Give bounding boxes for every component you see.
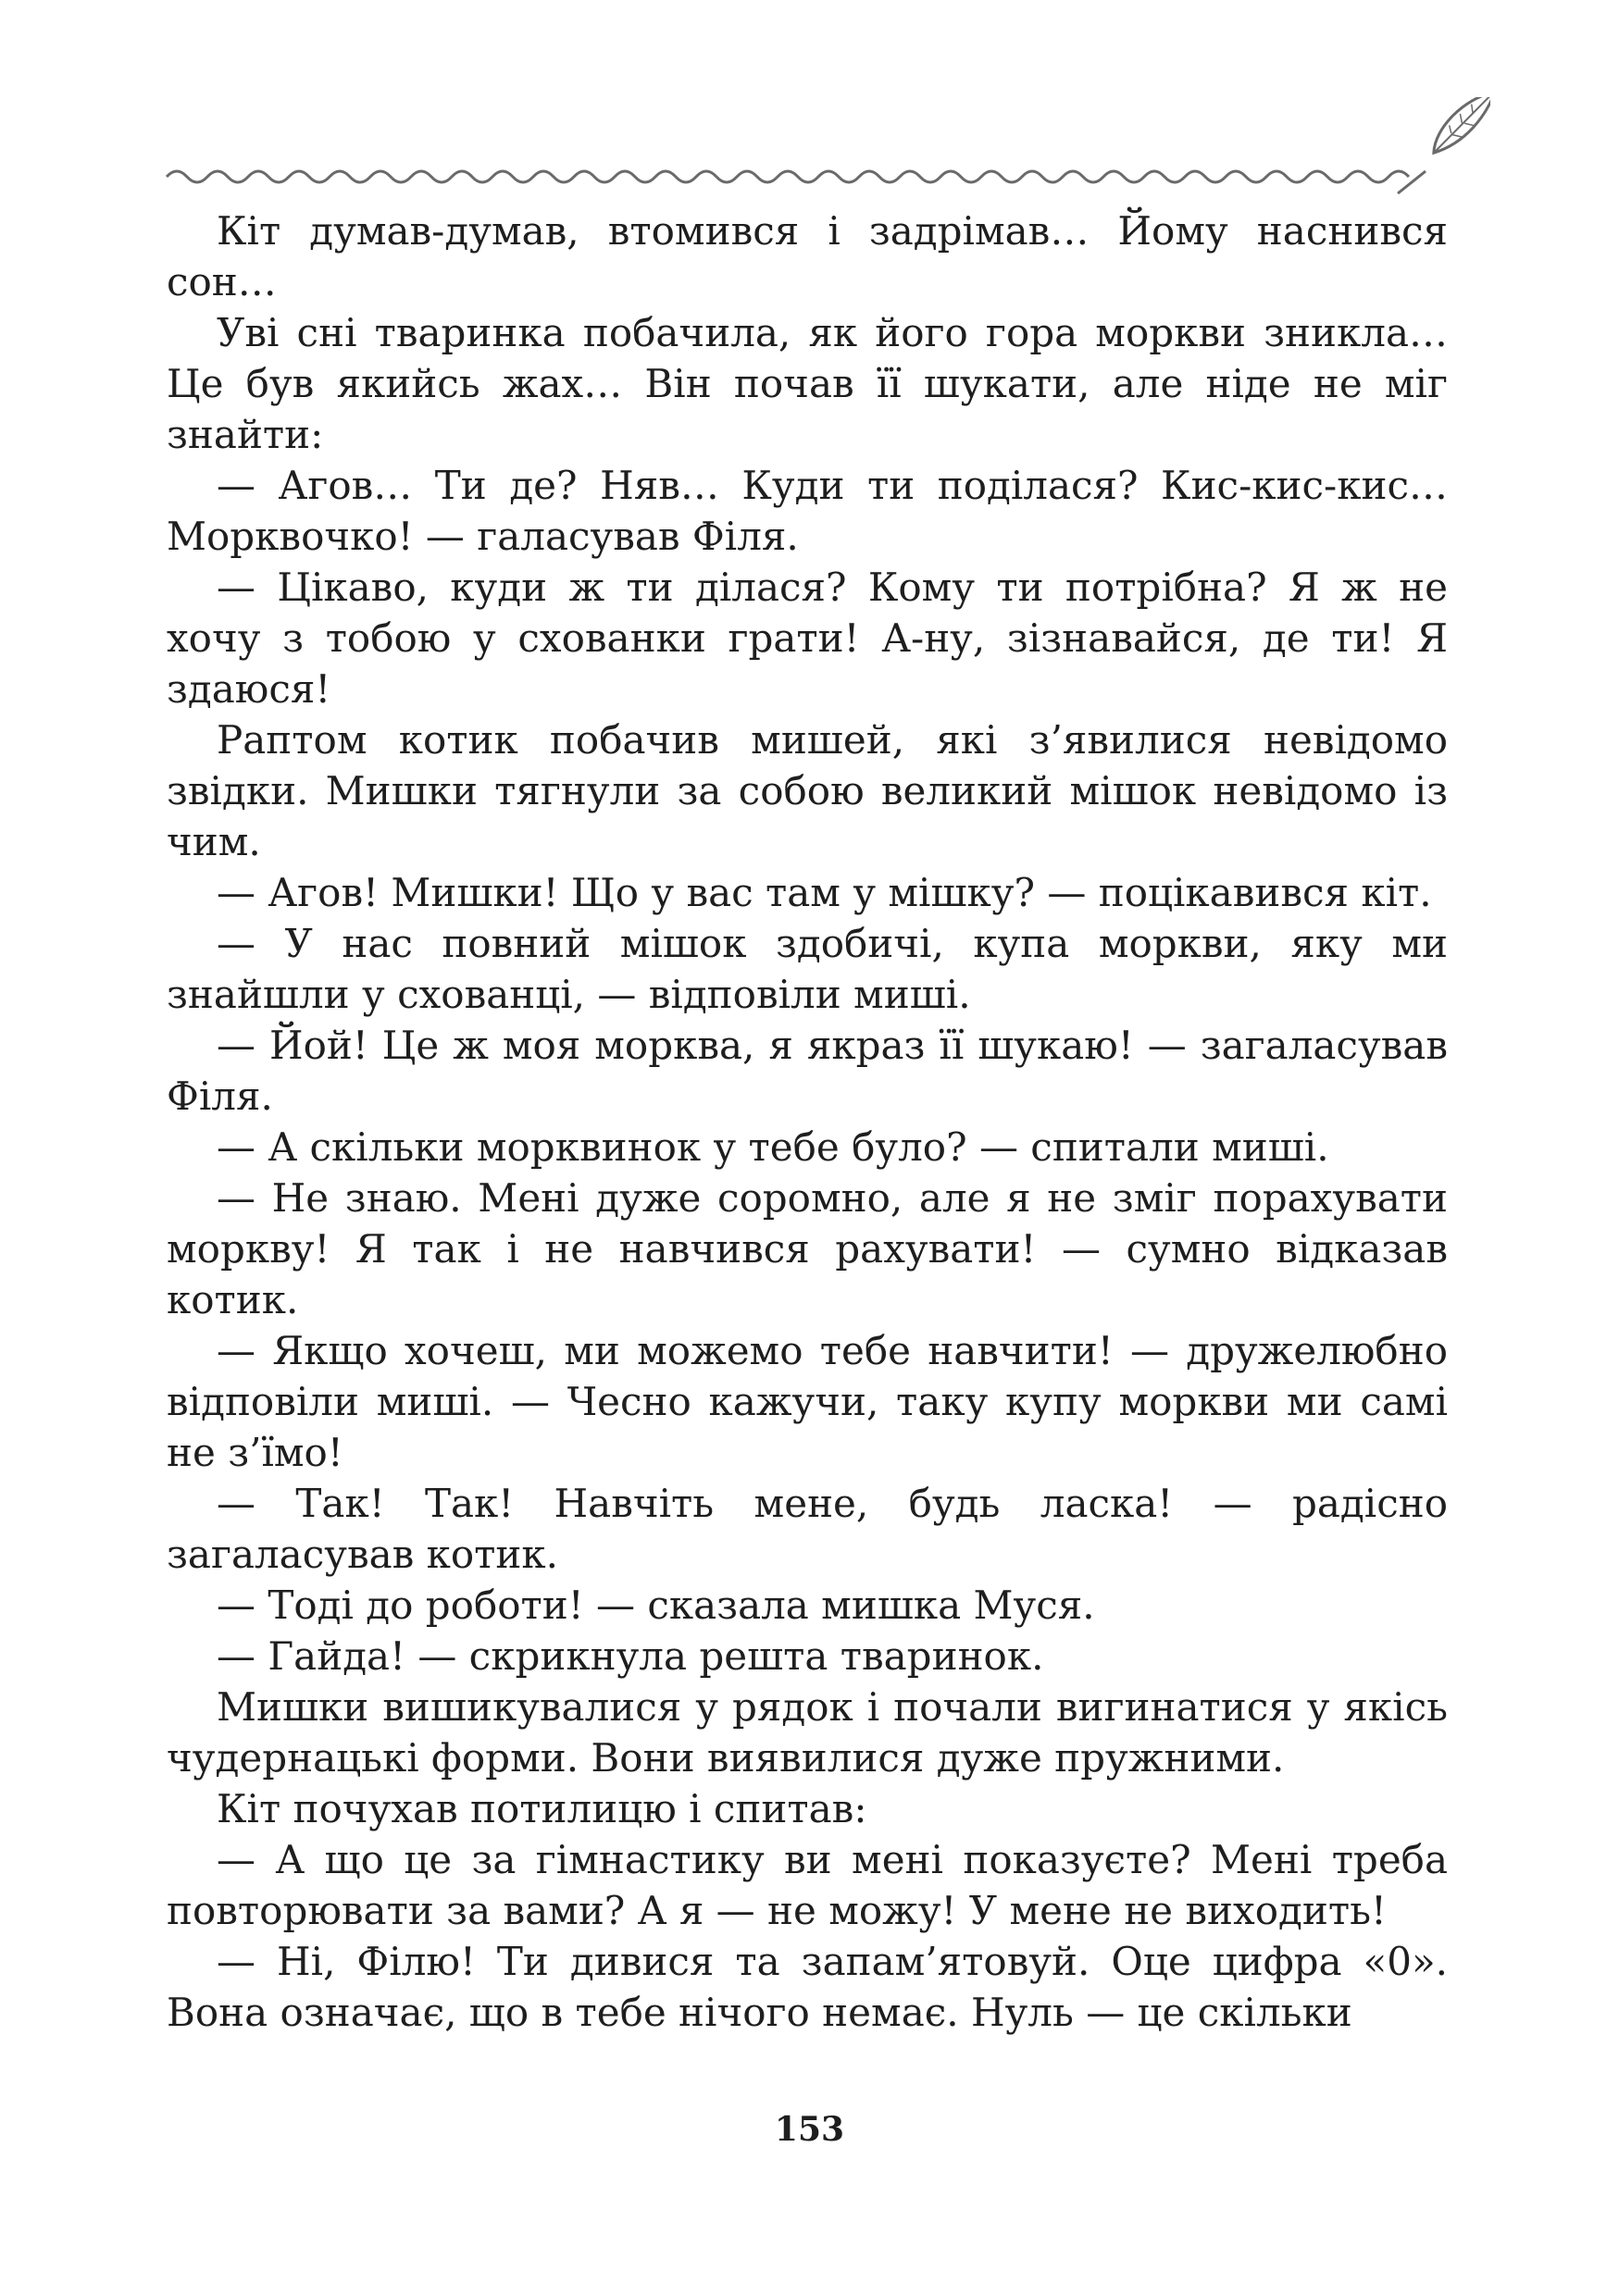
paragraph: — Так! Так! Навчіть мене, будь ласка! — радісно загаласував котик. xyxy=(167,1481,1448,1577)
paragraph: — А скільки морквинок у тебе було? — спитали миші. xyxy=(217,1124,1329,1170)
paragraph: — Тоді до роботи! — сказала мишка Муся. xyxy=(217,1582,1095,1628)
paragraph: — У нас повний мішок здобичі, купа моркви, яку ми знайшли у схованці, — відповіли миші. xyxy=(167,921,1448,1017)
paragraph: Кіт почухав потилицю і спитав: xyxy=(217,1786,867,1831)
paragraph: — Якщо хочеш, ми можемо тебе навчити! — дружелюбно відповіли миші. — Чесно кажучи, таку купу моркви ми самі не з’їмо! xyxy=(167,1328,1448,1475)
paragraph: Мишки вишикувалися у рядок і почали вигинатися у якісь чудернацькі форми. Вони виявилися дуже пружними. xyxy=(167,1684,1448,1781)
wavy-line-with-quill-icon xyxy=(157,97,1490,199)
paragraph: — Не знаю. Мені дуже соромно, але я не зміг порахувати моркву! Я так і не навчився рахувати! — сумно відказав котик. xyxy=(167,1175,1448,1322)
paragraph: — Гайда! — скрикнула решта тваринок. xyxy=(217,1633,1044,1679)
paragraph: — Цікаво, куди ж ти ділася? Кому ти потрібна? Я ж не хочу з тобою у схованки грати! А-ну, зізнавайся, де ти! Я здаюся! xyxy=(167,565,1448,712)
page-number: 153 xyxy=(774,2110,845,2149)
paragraph: Кіт думав-думав, втомився і задрімав… Йому наснився сон… xyxy=(167,208,1448,304)
paragraph: — Агов… Ти де? Няв… Куди ти поділася? Кис-кис-кис… Морквочко! — галасував Філя. xyxy=(167,463,1448,559)
paragraph: — Агов! Мишки! Що у вас там у мішку? — поцікавився кіт. xyxy=(217,870,1432,915)
paragraph: — А що це за гімнастику ви мені показуєте? Мені треба повторювати за вами? А я — не можу! У мене не виходить! xyxy=(167,1837,1448,1933)
paragraph: Уві сні тваринка побачила, як його гора моркви зникла… Це був якийсь жах… Він почав її шукати, але ніде не міг знайти: xyxy=(167,310,1448,457)
paragraph: — Йой! Це ж моя морква, я якраз її шукаю! — загаласував Філя. xyxy=(167,1023,1448,1119)
story-text xyxy=(167,205,1448,2038)
paragraph: — Ні, Філю! Ти дивися та запам’ятовуй. Оце цифра «0». Вона означає, що в тебе нічого немає. Нуль — це скільки xyxy=(167,1939,1448,2035)
paragraph: Раптом котик побачив мишей, які з’явилися невідомо звідки. Мишки тягнули за собою великий мішок невідомо із чим. xyxy=(167,717,1448,864)
